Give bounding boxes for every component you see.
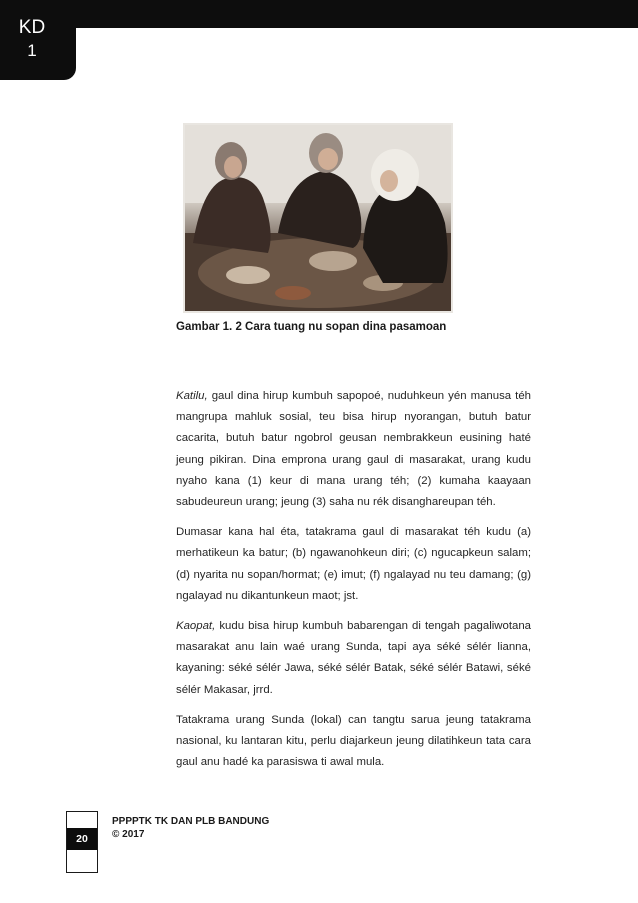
kd-tab xyxy=(0,0,76,80)
paragraph-kaopat xyxy=(176,616,531,701)
page-number-box xyxy=(66,811,98,873)
figure-photo xyxy=(183,123,453,313)
paragraph-body: kudu bisa hirup kumbuh babarengan di tengah pagaliwotana masarakat anu lain waé urang Sunda, tapi aya séké sélér lianna, kayaning: séké sélér Jawa, séké sélér Batak, séké sélér Batawi, séké sélér Makasar, jrrd. xyxy=(176,620,531,696)
kd-number: 1 xyxy=(27,41,37,60)
paragraph-katilu xyxy=(176,386,531,513)
photo-illustration xyxy=(183,123,453,313)
kd-label: KD xyxy=(18,17,46,38)
publisher-year: © 2017 xyxy=(112,829,145,840)
figure-caption: Gambar 1. 2 Cara tuang nu sopan dina pasamoan xyxy=(176,321,447,333)
header-bar xyxy=(0,0,638,28)
paragraph-lead: Katilu, xyxy=(176,390,208,402)
publisher-name: PPPPTK TK DAN PLB BANDUNG xyxy=(112,816,270,827)
page-number: 20 xyxy=(67,828,97,850)
paragraph-body: Tatakrama urang Sunda (lokal) can tangtu sarua jeung tatakrama nasional, ku lantaran kitu, perlu diajarkeun jeung dilatihkeun tata cara gaul anu hadé ka parasiswa ti awal mula. xyxy=(176,713,531,769)
paragraph-body: Dumasar kana hal éta, tatakrama gaul di masarakat téh kudu (a) merhatikeun ka batur; (b) ngawanohkeun diri; (c) ngucapkeun salam; (d) nyarita nu sopan/hormat; (e) imut; (f) ngalayad nu teu damang; (g) ngalayad nu dikantunkeun maot; jst. xyxy=(176,526,531,602)
footer-publisher xyxy=(112,815,269,841)
paragraph-dumasar xyxy=(176,522,531,607)
paragraph-body: gaul dina hirup kumbuh sapopoé, nuduhkeun yén manusa téh mangrupa mahluk sosial, teu bisa hirup nyorangan, butuh batur cacarita, butuh batur ngobrol geusan nembrakkeun eusining haté jeung pikiran. Dina emprona urang gaul di masarakat, urang kudu nyaho kana (1) keur di mana urang téh; (2) kumaha kaayaan sabudeureun urang; jeung (3) saha nu rék disanghareupan téh. xyxy=(176,390,531,509)
paragraph-lead: Kaopat, xyxy=(176,620,216,633)
paragraph-tatakrama xyxy=(176,710,531,774)
body-text xyxy=(176,386,531,782)
